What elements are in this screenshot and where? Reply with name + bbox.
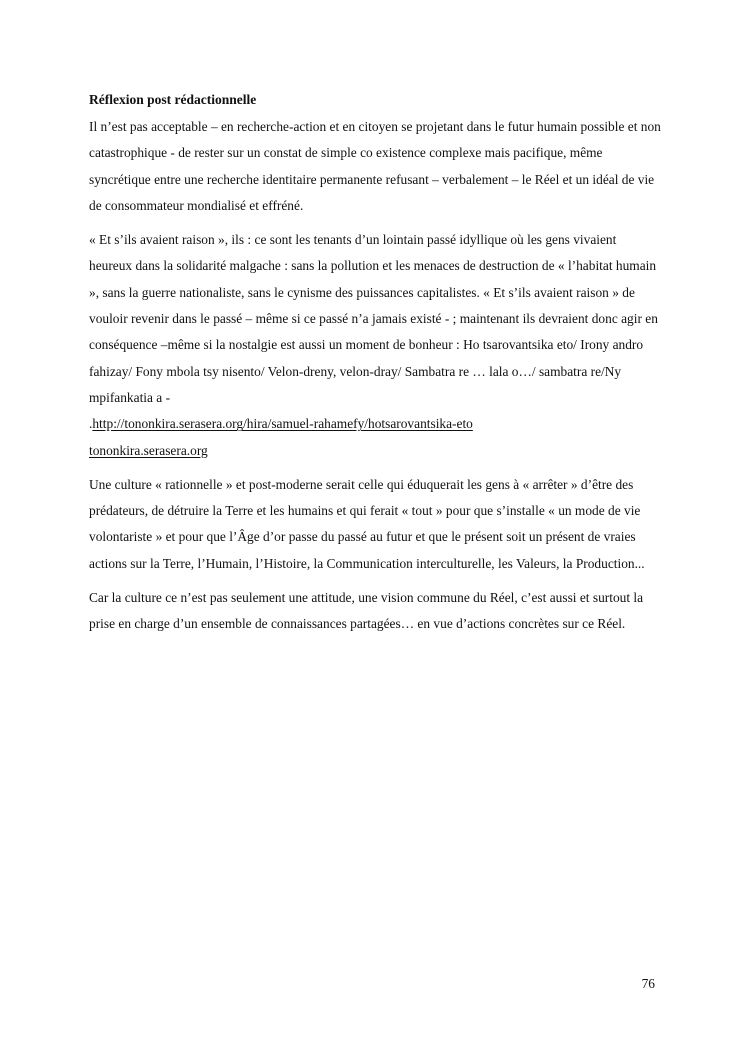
section-heading: Réflexion post rédactionnelle <box>89 92 257 107</box>
paragraph-2-text: « Et s’ils avaient raison », ils : ce sont les tenants d’un lointain passé idyllique où les gens vivaient heureux dans la solidarité malgache : sans la pollution et les menaces de destruction de « l’habitat humain », sans la guerre nationaliste, sans le cynisme des puissances capitalistes. « Et s’ils avaient raison » de vouloir revenir dans le passé – même si ce passé n’a jamais existé - ; maintenant ils devraient donc agir en conséquence –même si la nostalgie est aussi un moment de bonheur : Ho tsarovantsika eto/ Irony andro fahizay/ Fony mbola tsy nisento/ Velon-dreny, velon-dray/ Sambatra re … lala o…/ sambatra re/Ny mpifankatia a - <box>89 232 658 405</box>
paragraph-2 <box>89 227 661 464</box>
site-link[interactable]: tononkira.serasera.org <box>89 442 208 458</box>
page-number: 76 <box>641 976 655 991</box>
paragraph-4: Car la culture ce n’est pas seulement une attitude, une vision commune du Réel, c’est aussi et surtout la prise en charge d’un ensemble de connaissances partagées… en vue d’actions concrètes sur ce Réel. <box>89 590 644 632</box>
song-link[interactable]: http://tononkira.serasera.org/hira/samuel-rahamefy/hotsarovantsika-eto <box>92 416 473 432</box>
paragraph-1: Il n’est pas acceptable – en recherche-action et en citoyen se projetant dans le futur humain possible et non catastrophique - de rester sur un constat de simple co existence complexe mais pacifique, même syncrétique entre une recherche identitaire permanente refusant – verbalement – le Réel et un idéal de vie de consommateur mondialisé et effréné. <box>89 119 661 213</box>
paragraph-3: Une culture « rationnelle » et post-moderne serait celle qui éduquerait les gens à « arrêter » d’être des prédateurs, de détruire la Terre et les humains et qui ferait « tout » pour que s’installe « un mode de vie volontariste » et pour que l’Âge d’or passe du passé au futur et que le présent soit un présent de vraies actions sur la Terre, l’Humain, l’Histoire, la Communication interculturelle, les Valeurs, la Production... <box>89 476 645 571</box>
document-page <box>89 88 661 646</box>
link-prefix: . <box>89 416 93 432</box>
